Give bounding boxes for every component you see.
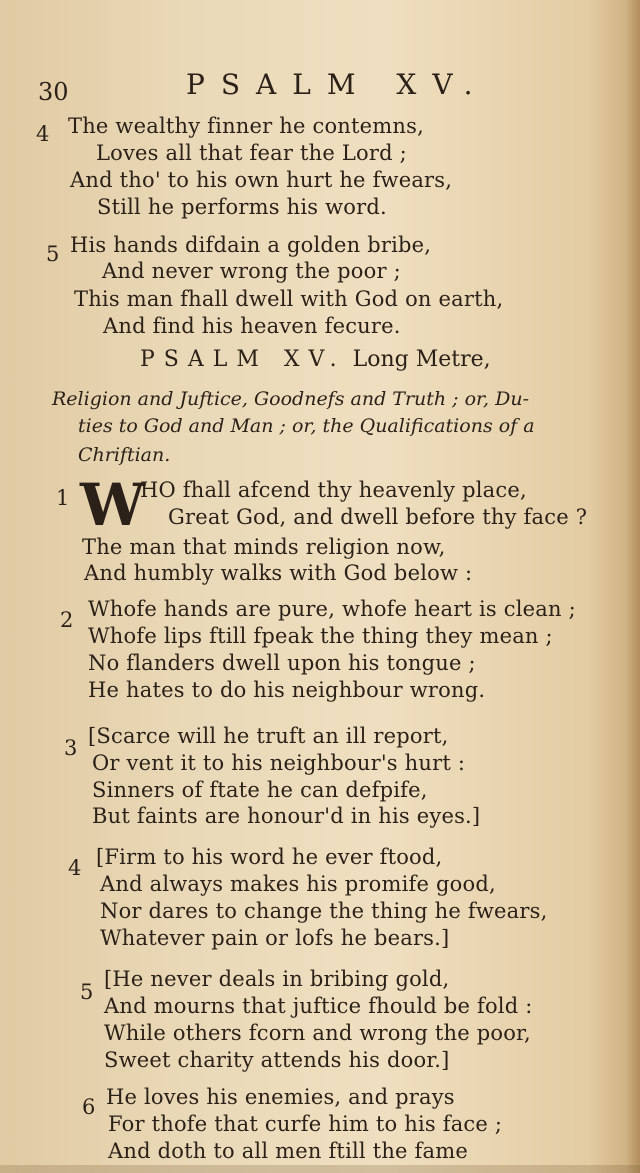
verse-line: HO fhall afcend thy heavenly place, <box>140 478 527 502</box>
verse-line: Nor dares to change the thing he fwears, <box>100 899 548 923</box>
verse-line: And tho' to his own hurt he fwears, <box>70 168 453 192</box>
verse-line: [Firm to his word he ever ftood, <box>96 845 443 869</box>
verse-number: 5 <box>80 980 94 1004</box>
running-header: PSALM XV. <box>186 68 489 101</box>
verse-line: While others fcorn and wrong the poor, <box>104 1021 531 1045</box>
verse-line: But faints are honour'd in his eyes.] <box>92 804 481 828</box>
argument-line: Religion and Juftice, Goodnefs and Truth ; or, Du- <box>52 388 530 410</box>
verse-number: 4 <box>68 856 82 880</box>
verse-line: [Scarce will he truft an ill report, <box>88 724 449 748</box>
verse-line: Or vent it to his neighbour's hurt : <box>92 751 466 775</box>
verse-line: His hands difdain a golden bribe, <box>70 233 432 257</box>
verse-line: [He never deals in bribing gold, <box>104 967 450 991</box>
verse-number: 3 <box>64 736 78 760</box>
verse-line: And find his heaven fecure. <box>103 314 401 338</box>
verse-line: No flanders dwell upon his tongue ; <box>88 651 476 675</box>
verse-line: And doth to all men ftill the fame <box>108 1139 468 1163</box>
verse-line: And humbly walks with God below : <box>84 561 473 585</box>
verse-line: The wealthy finner he contemns, <box>68 114 424 138</box>
verse-line: Sinners of ftate he can defpife, <box>92 778 428 802</box>
section-metre: Long Metre, <box>352 347 491 372</box>
verse-number: 2 <box>60 608 74 632</box>
verse-line: Great God, and dwell before thy face ? <box>168 505 588 529</box>
verse-number: 4 <box>36 122 50 146</box>
verse-number: 6 <box>82 1095 96 1119</box>
verse-line: The man that minds religion now, <box>82 535 446 559</box>
verse-line: And never wrong the poor ; <box>102 259 401 283</box>
verse-line: And mourns that juftice fhould be fold : <box>104 994 533 1018</box>
page-number: 30 <box>38 78 69 106</box>
verse-number: 5 <box>46 242 60 266</box>
verse-line: Loves all that fear the Lord ; <box>96 141 407 165</box>
drop-cap: W <box>80 471 146 539</box>
section-psalm: PSALM XV. <box>140 347 346 372</box>
page-edge-shadow <box>626 0 640 1173</box>
verse-line: Whatever pain or lofs he bears.] <box>100 926 450 950</box>
verse-line: For thofe that curfe him to his face ; <box>108 1112 503 1136</box>
verse-line: Whofe lips ftill fpeak the thing they mean ; <box>88 624 553 648</box>
verse-line: Still he performs his word. <box>97 195 387 219</box>
verse-number: 1 <box>56 486 70 510</box>
verse-line: He hates to do his neighbour wrong. <box>88 678 486 702</box>
verse-line: Sweet charity attends his door.] <box>104 1048 450 1072</box>
argument-line: ties to God and Man ; or, the Qualifications of a <box>78 415 535 437</box>
verse-line: This man fhall dwell with God on earth, <box>74 287 504 311</box>
verse-line: He loves his enemies, and prays <box>106 1085 455 1109</box>
argument-line: Chriftian. <box>78 444 171 466</box>
section-title <box>140 347 491 372</box>
verse-line: Whofe hands are pure, whofe heart is clean ; <box>88 597 576 621</box>
verse-line: And always makes his promife good, <box>100 872 496 896</box>
page-bottom-shadow <box>0 1165 640 1173</box>
